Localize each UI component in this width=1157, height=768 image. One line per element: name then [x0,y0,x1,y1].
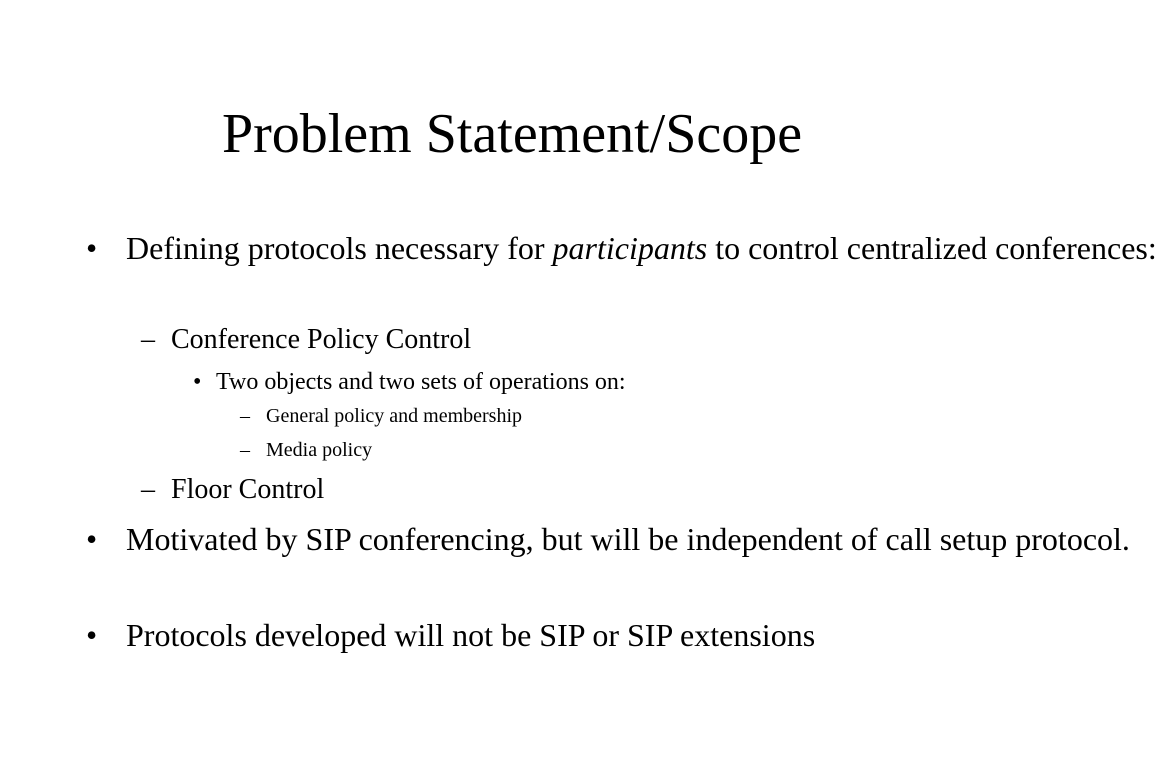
bullet-marker: • [86,521,98,557]
level4-bullet-marker: – [240,439,250,461]
bullet-marker: • [86,617,98,653]
level4-media-policy: Media policy [266,439,373,461]
bullet-motivated-by-sip [126,517,1130,562]
sub-bullet-conference-policy-control: Conference Policy Control [171,324,472,355]
level4-general-policy: General policy and membership [266,405,523,427]
emphasis-participants: participants [552,230,708,266]
bullet-line [126,230,740,266]
bullet-line: extensions [680,617,816,653]
level3-bullet-marker: • [193,369,202,395]
bullet-line: Protocols developed will not be SIP or SIP [126,617,673,653]
sub-bullet-marker: – [141,324,155,355]
bullet-text: to [707,230,741,266]
bullet-line: Motivated by SIP conferencing, but will be [126,521,679,557]
bullet-text: Defining protocols necessary for [126,230,553,266]
slide-title: Problem Statement/Scope [221,103,803,165]
bullet-marker: • [86,230,98,266]
bullet-line: control centralized conferences: [748,230,1157,266]
sub-bullet-floor-control: Floor Control [171,474,325,505]
level4-bullet-marker: – [240,405,250,427]
level3-two-objects: Two objects and two sets of operations on: [216,369,626,395]
bullet-protocols-developed [126,613,815,658]
bullet-line: independent of call setup protocol. [686,521,1130,557]
sub-bullet-marker: – [141,474,155,505]
bullet-defining-protocols [126,226,1157,271]
